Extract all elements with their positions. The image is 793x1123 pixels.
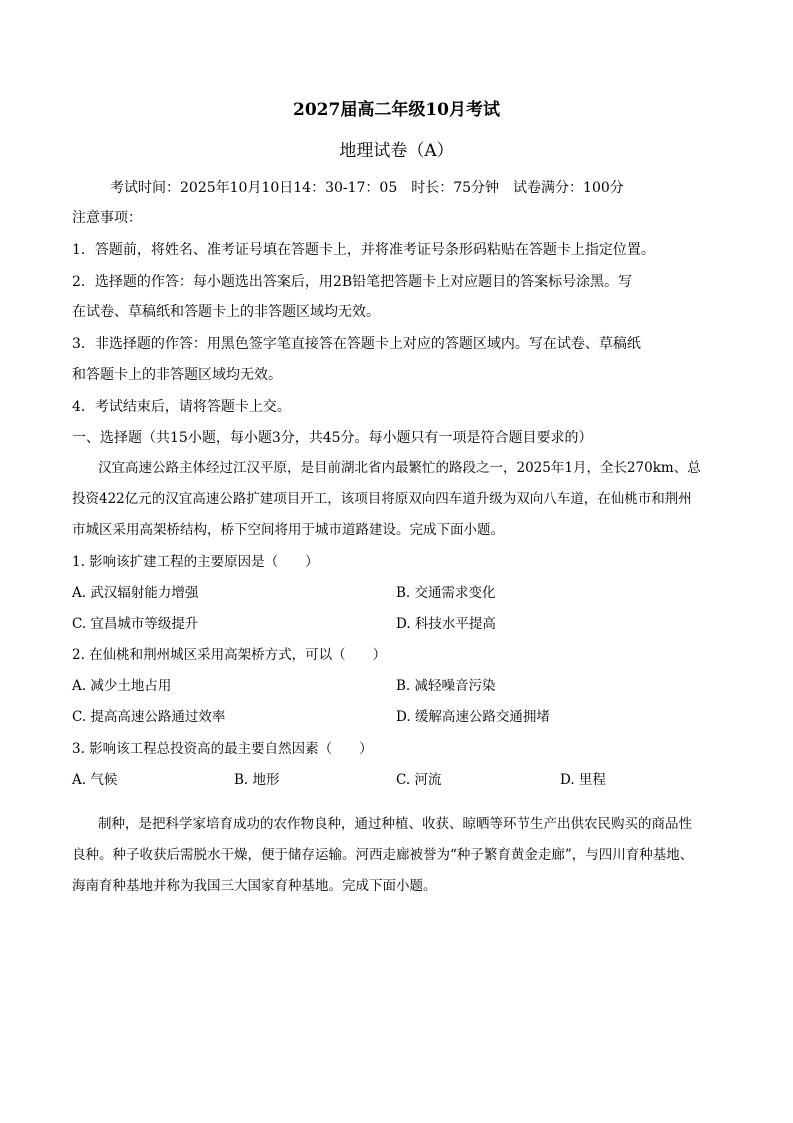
passage-line: 制种，是把科学家培育成功的农作物良种，通过种植、收获、晾晒等环节生产出供农民购买的商品性 bbox=[98, 816, 692, 832]
notice-heading: 注意事项： bbox=[72, 210, 142, 226]
option-d: D. 里程 bbox=[560, 772, 606, 788]
option-c: C. 宜昌城市等级提升 bbox=[72, 616, 199, 632]
question-stem: 1. 影响该扩建工程的主要原因是（ ） bbox=[72, 554, 319, 570]
exam-info: 考试时间：2025年10月10日14：30-17：05 时长：75分钟 试卷满分：100分 bbox=[110, 180, 624, 196]
exam-title: 2027届高二年级10月考试 bbox=[293, 100, 500, 120]
option-d: D. 缓解高速公路交通拥堵 bbox=[396, 709, 550, 725]
option-a: A. 气候 bbox=[72, 772, 118, 788]
notice-item: 在试卷、草稿纸和答题卡上的非答题区域均无效。 bbox=[72, 304, 380, 320]
question-stem: 2. 在仙桃和荆州城区采用高架桥方式，可以（ ） bbox=[72, 647, 387, 663]
notice-item: 和答题卡上的非答题区域均无效。 bbox=[72, 367, 282, 383]
option-a: A. 武汉辐射能力增强 bbox=[72, 585, 199, 601]
option-c: C. 提高高速公路通过效率 bbox=[72, 709, 226, 725]
passage-line: 汉宜高速公路主体经过江汉平原，是目前湖北省内最繁忙的路段之一，2025年1月，全长270km、总 bbox=[98, 460, 701, 476]
passage-line: 海南育种基地并称为我国三大国家育种基地。完成下面小题。 bbox=[72, 878, 437, 894]
option-b: B. 减轻噪音污染 bbox=[396, 678, 496, 694]
notice-item: 1．答题前，将姓名、准考证号填在答题卡上，并将准考证号条形码粘贴在答题卡上指定位置。 bbox=[72, 242, 655, 258]
question-stem: 3. 影响该工程总投资高的最主要自然因素（ ） bbox=[72, 741, 373, 757]
exam-subtitle: 地理试卷（A） bbox=[339, 141, 454, 161]
option-d: D. 科技水平提高 bbox=[396, 616, 496, 632]
option-b: B. 交通需求变化 bbox=[396, 585, 496, 601]
notice-item: 3．非选择题的作答：用黑色签字笔直接答在答题卡上对应的答题区域内。写在试卷、草稿纸 bbox=[72, 336, 641, 352]
option-b: B. 地形 bbox=[234, 772, 280, 788]
section-heading: 一、选择题（共15小题，每小题3分，共45分。每小题只有一项是符合题目要求的） bbox=[72, 430, 593, 446]
option-c: C. 河流 bbox=[396, 772, 442, 788]
notice-item: 2．选择题的作答：每小题选出答案后，用2B铅笔把答题卡上对应题目的答案标号涂黑。写 bbox=[72, 274, 633, 290]
option-a: A. 减少土地占用 bbox=[72, 678, 172, 694]
notice-item: 4．考试结束后，请将答题卡上交。 bbox=[72, 399, 291, 415]
passage-line: 市城区采用高架桥结构，桥下空间将用于城市道路建设。完成下面小题。 bbox=[72, 522, 504, 538]
passage-line: 良种。种子收获后需脱水干燥，便于储存运输。河西走廊被誉为“种子繁育黄金走廊”，与四川育种基地、 bbox=[72, 847, 694, 863]
passage-line: 投资422亿元的汉宜高速公路扩建项目开工，该项目将原双向四车道升级为双向八车道，在仙桃市和荆州 bbox=[72, 491, 692, 507]
